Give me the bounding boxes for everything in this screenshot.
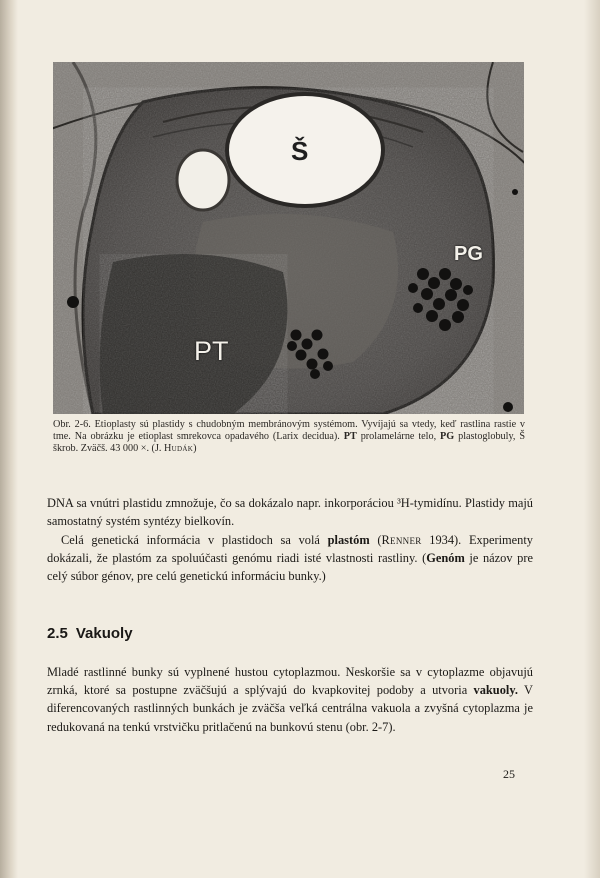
p3-text-2: V diferencovaných rastlinných bunkách je zväčša veľká centrálna vakuola a zvyšná cytoplazma je redukovaná na tenkú vrstvičku pritlačenú na bunkovú stenu (obr. 2-7). (47, 683, 533, 734)
page-binding-shadow (0, 0, 18, 878)
p2-text-4: je názov pre celý súbor génov, pre celú genetickú informáciu bunky.) (47, 551, 533, 584)
caption-lead: Obr. 2-6. Etioplasty sú plastidy s chudobným membránovým systémom. Vyvíjajú sa vtedy, keď rastlina rastie v tme. Na obrázku je etioplast smrekovca opadavého (Larix decidua). (53, 419, 525, 442)
paragraph-plastom-text (47, 531, 533, 586)
micrograph-image (53, 62, 524, 414)
caption-close: ) (193, 443, 197, 454)
p2-text-1: Celá genetická informácia v plastidoch sa volá (61, 533, 328, 547)
paragraph-dna-text: DNA sa vnútri plastidu zmnožuje, čo sa dokázalo napr. inkorporáciou ³H-tymidínu. Plastidy majú samostatný systém syntézy bielkovín. (47, 496, 533, 529)
reference-author: Renner (381, 533, 422, 547)
page-edge-shadow (584, 0, 600, 878)
caption-pg-desc: plastoglobuly, Š škrob. Zväčš. 43 000 ×. (J. (53, 431, 526, 454)
section-heading (47, 625, 133, 642)
p2-text-3: 1934). Experimenty dokázali, že plastóm za spoluúčasti genómu riadi isté vlastnosti rastliny. ( (47, 533, 533, 566)
label-plastoglobuli: PG (454, 243, 483, 265)
term-vakuoly: vakuoly. (473, 683, 518, 698)
caption-pt-desc: prolamelárne telo, (356, 431, 441, 442)
section-title: Vakuoly (75, 625, 133, 642)
caption-pg-abbr: PG (440, 431, 455, 442)
paragraph-dna (47, 494, 533, 530)
page-number: 25 (503, 767, 515, 781)
term-genom: Genóm (426, 551, 465, 566)
p3-text-1: Mladé rastlinné bunky sú vyplnené hustou cytoplazmou. Neskoršie sa v cytoplazme objavujú zrnká, ktoré sa postupne zväčšujú a splývajú do kvapkovitej podoby a utvoria (47, 665, 533, 698)
paragraph-vakuoly (47, 663, 533, 736)
paragraph-vakuoly-text (47, 663, 533, 736)
label-starch: Š (291, 136, 309, 166)
paragraph-plastom (47, 531, 533, 586)
figure-caption (53, 419, 525, 455)
section-number: 2.5 (47, 625, 68, 642)
caption-pt-abbr: PT (343, 431, 357, 442)
etioplast-micrograph (53, 62, 524, 414)
label-prolamellar-body: PT (194, 336, 229, 366)
p2-text-2: ( (369, 533, 382, 547)
term-plastom: plastóm (327, 533, 370, 547)
caption-author: Hudák (164, 443, 194, 454)
